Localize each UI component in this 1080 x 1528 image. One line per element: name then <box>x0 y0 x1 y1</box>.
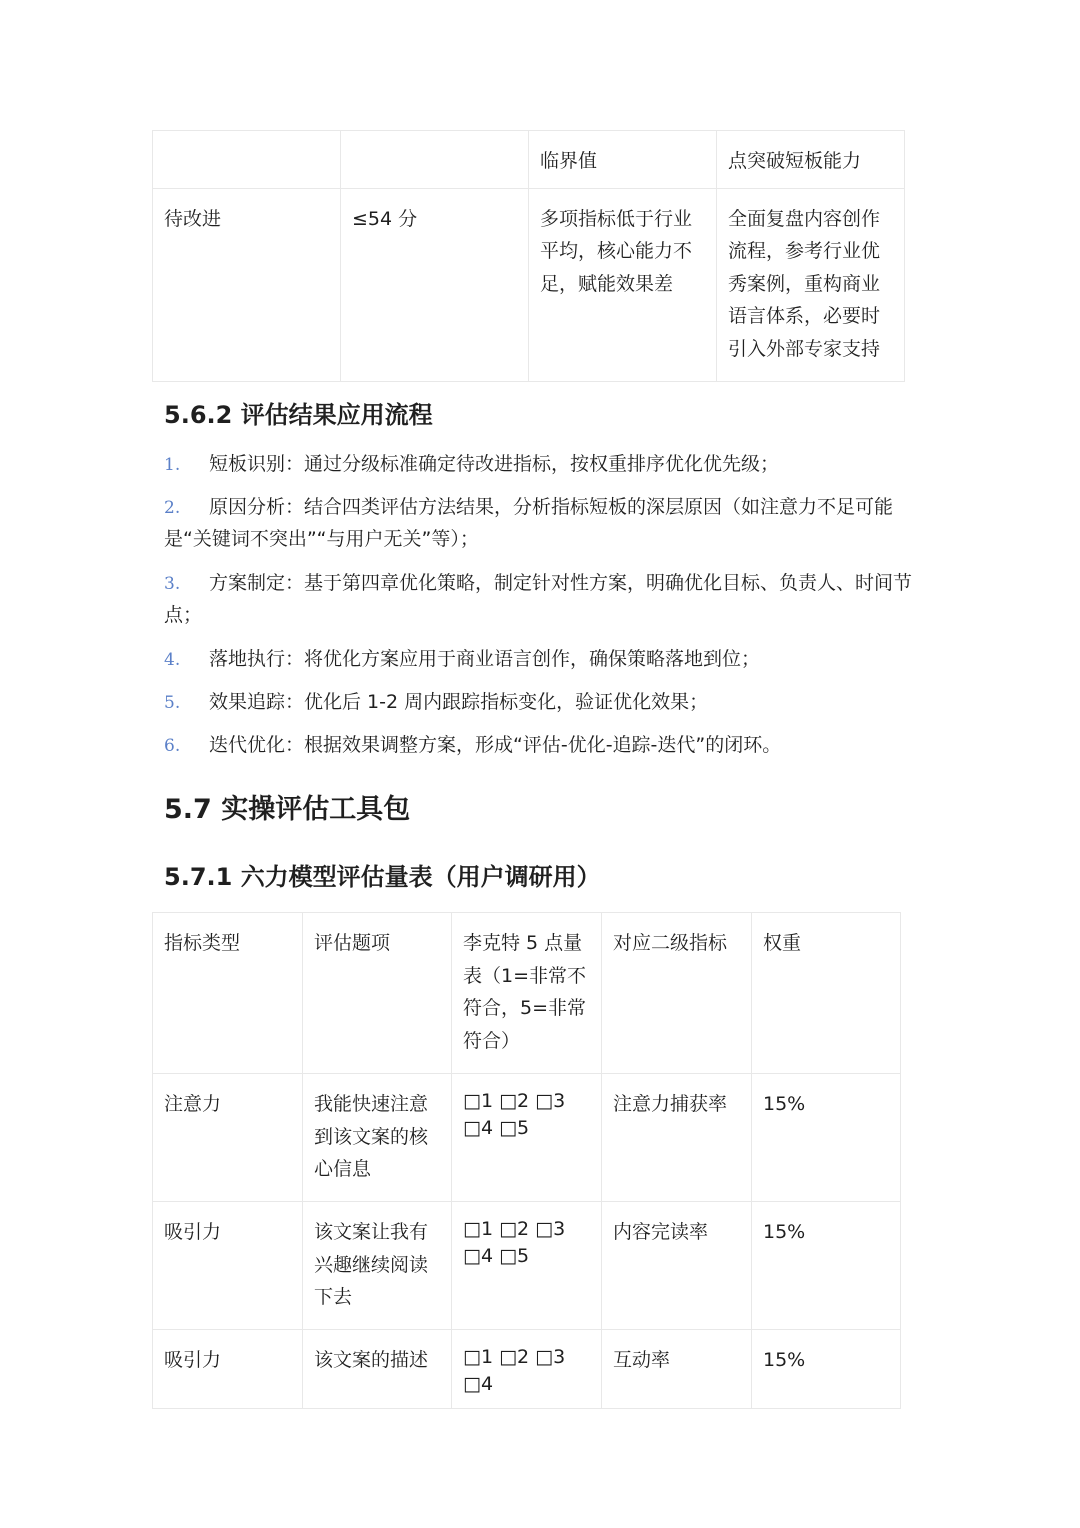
list-number: 2. <box>164 498 181 518</box>
column-header: 评估题项 <box>303 913 452 1074</box>
grading-table <box>152 130 905 382</box>
table-row <box>153 1202 901 1330</box>
table-cell <box>153 131 341 189</box>
column-header: 指标类型 <box>153 913 303 1074</box>
table-cell: ≤54 分 <box>341 188 529 381</box>
table-cell: 互动率 <box>602 1330 752 1409</box>
list-item <box>164 687 912 719</box>
list-number: 1. <box>164 455 181 475</box>
table-cell: 15% <box>752 1202 901 1330</box>
table-header-row <box>153 913 901 1074</box>
section-heading-5-7-1: 5.7.1 六力模型评估量表（用户调研用） <box>164 863 601 891</box>
table-cell: 多项指标低于行业平均，核心能力不足，赋能效果差 <box>529 188 717 381</box>
section-heading-5-6-2: 5.6.2 评估结果应用流程 <box>164 401 433 429</box>
table-cell: 吸引力 <box>153 1330 303 1409</box>
table-cell: 内容完读率 <box>602 1202 752 1330</box>
list-text: 效果追踪：优化后 1-2 周内跟踪指标变化，验证优化效果； <box>209 691 709 713</box>
likert-options: □1 □2 □3 □4 <box>452 1330 602 1409</box>
table-cell: 15% <box>752 1330 901 1409</box>
list-item <box>164 449 912 481</box>
likert-options: □1 □2 □3 □4 □5 <box>452 1202 602 1330</box>
table-cell: 该文案的描述 <box>303 1330 452 1409</box>
column-header: 李克特 5 点量表（1=非常不符合，5=非常符合） <box>452 913 602 1074</box>
column-header: 权重 <box>752 913 901 1074</box>
list-item <box>164 644 912 676</box>
list-item <box>164 568 912 631</box>
table-cell <box>341 131 529 189</box>
table-cell: 该文案让我有兴趣继续阅读下去 <box>303 1202 452 1330</box>
list-item <box>164 730 912 762</box>
section-heading-5-7: 5.7 实操评估工具包 <box>164 794 411 825</box>
evaluation-scale-table <box>152 912 901 1409</box>
list-text: 落地执行：将优化方案应用于商业语言创作，确保策略落地到位； <box>209 648 761 670</box>
list-text: 短板识别：通过分级标准确定待改进指标，按权重排序优化优先级； <box>209 453 780 475</box>
table-cell: 点突破短板能力 <box>717 131 905 189</box>
table-cell: 临界值 <box>529 131 717 189</box>
table-cell: 待改进 <box>153 188 341 381</box>
table-cell: 我能快速注意到该文案的核心信息 <box>303 1074 452 1202</box>
list-number: 4. <box>164 650 181 670</box>
table-row <box>153 188 905 381</box>
likert-options: □1 □2 □3 □4 □5 <box>452 1074 602 1202</box>
list-item <box>164 492 912 555</box>
list-text: 原因分析：结合四类评估方法结果，分析指标短板的深层原因（如注意力不足可能是“关键词不突出”“与用户无关”等）； <box>164 496 894 550</box>
table-row <box>153 131 905 189</box>
column-header: 对应二级指标 <box>602 913 752 1074</box>
list-text: 迭代优化：根据效果调整方案，形成“评估-优化-追踪-迭代”的闭环。 <box>209 734 782 756</box>
table-row <box>153 1074 901 1202</box>
list-number: 3. <box>164 574 181 594</box>
table-cell: 吸引力 <box>153 1202 303 1330</box>
table-row <box>153 1330 901 1409</box>
list-number: 5. <box>164 693 181 713</box>
table-cell: 注意力 <box>153 1074 303 1202</box>
list-number: 6. <box>164 736 181 756</box>
table-cell: 15% <box>752 1074 901 1202</box>
table-cell: 注意力捕获率 <box>602 1074 752 1202</box>
table-cell: 全面复盘内容创作流程，参考行业优秀案例，重构商业语言体系，必要时引入外部专家支持 <box>717 188 905 381</box>
list-text: 方案制定：基于第四章优化策略，制定针对性方案，明确优化目标、负责人、时间节点； <box>164 572 913 626</box>
